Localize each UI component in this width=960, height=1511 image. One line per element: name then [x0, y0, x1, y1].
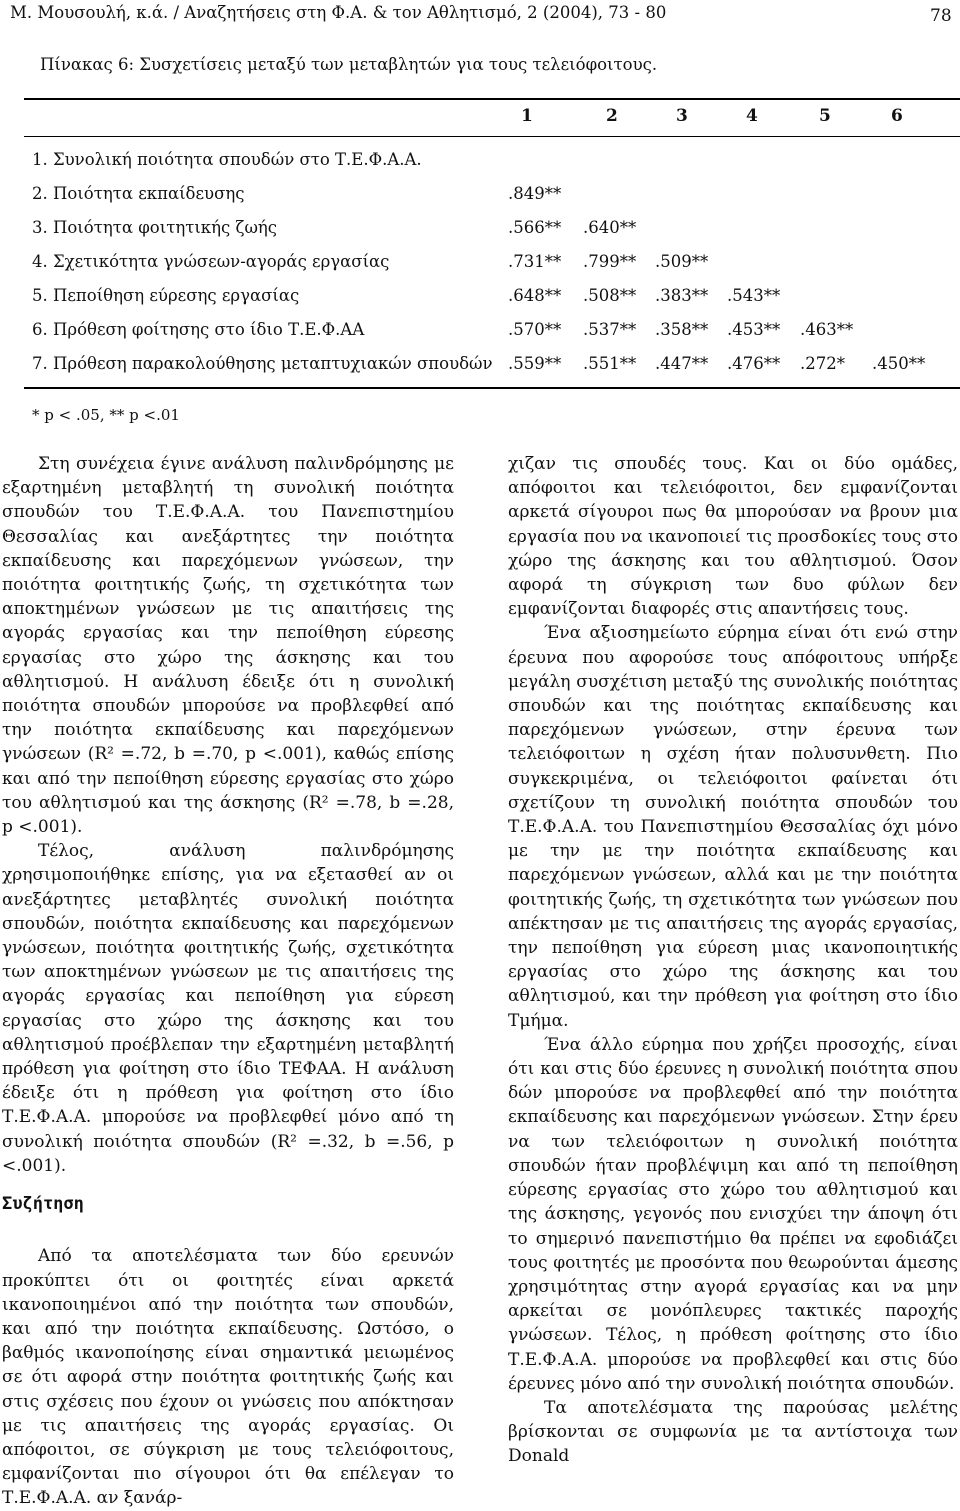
table-cell: .731** — [508, 252, 562, 271]
table-header — [24, 98, 960, 137]
paragraph: χιζαν τις σπουδές τους. Και οι δύο ομάδες, απόφοιτοι και τελειόφοιτοι, δεν εμφανίζονται αρκετά σίγουροι πως θα μπορούσαν να βρουν μια εργασία που να ικανοποιεί τις προσδοκίες τους στο χώρο της άσκησης και του αθλητισμού. Όσον αφορά τη σύγκριση των δυο φύλων δεν εμφανίζονται διαφορές στις απαντήσεις τους. — [508, 454, 958, 620]
column-header: 2 — [606, 106, 618, 126]
table-body — [24, 137, 960, 397]
correlation-table — [24, 90, 960, 397]
paragraph: Τέλος, ανάλυση παλινδρόμησης χρησιμοποιήθηκε επίσης, για να εξετασθεί αν οι ανεξάρτητες μεταβλητές συνολική ποιότητα σπουδών, ποιότητα εκπαίδευσης και παρεχόμενων γνώσεων, ποιότητα φοιτητικής ζωής, σχετικότητα των αποκτημένων γνώσεων με τις απαιτήσεις της αγοράς εργασίας και πεποίθηση για εύρεση εργασίας στο χώρο της άσκησης και του αθλητισμού προέβλεπαν την εξαρτημένη μεταβλητή πρόθεση για φοίτηση στο ίδιο ΤΕΦΑΑ. Η ανάλυση έδειξε ότι η πρόθεση για φοίτηση στο ίδιο Τ.Ε.Φ.Α.Α. μπορούσε να προβλεφθεί μόνο από τη συνολική ποιότητα σπουδών (R² =.32, b =.56, p <.001). — [2, 841, 454, 1176]
table-cell: .509** — [655, 252, 709, 271]
table-row — [24, 351, 960, 385]
table-cell: .453** — [727, 320, 781, 339]
table-cell: .640** — [583, 218, 637, 237]
paragraph: Ένα άλλο εύρημα που χρήζει προσοχής, είναι ότι και στις δύο έρευνες η συνολική ποιότητα σπου δών μπορούσε να προβλεφθεί από την ποιότητα εκπαίδευσης και παρεχόμενων γνώσεων. Στην έρευ να των τελειόφοιτων η συνολική ποιότητα σπουδών ήταν προβλέψιμη και από τη πεποίθηση εύρεσης εργασίας στο χώρο του αθλητισμού και της άσκησης, γεγονός που ενισχύει την άποψη ότι το σημερινό πανεπιστήμιο θα πρέπει να εφοδιάζει τους φοιτητές με προσόντα που θεωρούνται άμεσης χρησιμότητας στην αγορά εργασίας και να μην αρκείται σε μονόπλευρες τακτικές παροχής γνώσεων. Τέλος, η πρόθεση φοίτησης στο ίδιο Τ.Ε.Φ.Α.Α. μπορούσε να προβλεφθεί και στις δύο έρευνες μόνο από την συνολική ποιότητα σπουδών. — [508, 1034, 958, 1394]
table-cell: .383** — [655, 286, 709, 305]
row-label: 7. Πρόθεση παρακολούθησης μεταπτυχιακών σπουδών — [32, 354, 493, 373]
table-row — [24, 249, 960, 283]
table-cell: .476** — [727, 354, 781, 373]
row-label: 1. Συνολική ποιότητα σπουδών στο Τ.Ε.Φ.Α.Α. — [32, 150, 422, 169]
running-title: Μ. Μουσουλή, κ.ά. / Αναζητήσεις στη Φ.Α. & τον Αθλητισμό, 2 (2004), 73 - 80 — [10, 3, 667, 22]
page-number: 78 — [930, 6, 952, 26]
table-row — [24, 215, 960, 249]
row-label: 6. Πρόθεση φοίτησης στο ίδιο Τ.Ε.Φ.ΑΑ — [32, 320, 365, 339]
table-cell: .648** — [508, 286, 562, 305]
column-header: 6 — [891, 106, 903, 126]
row-label: 4. Σχετικότητα γνώσεων-αγοράς εργασίας — [32, 252, 390, 271]
right-column — [508, 452, 958, 1469]
row-label: 5. Πεποίθηση εύρεσης εργασίας — [32, 286, 300, 305]
left-column — [2, 452, 454, 1511]
table-cell: .559** — [508, 354, 562, 373]
table-cell: .551** — [583, 354, 637, 373]
column-header: 5 — [819, 106, 831, 126]
paragraph: Στη συνέχεια έγινε ανάλυση παλινδρόμησης με εξαρτημένη μεταβλητή τη συνολική ποιότητα σπουδών του Τ.Ε.Φ.Α.Α. του Πανεπιστημίου Θεσσαλίας και ανεξάρτητες την ποιότητα εκπαίδευσης και παρεχόμενων γνώσεων, την ποιότητα φοιτητικής ζωής, τη σχετικότητα των αποκτημένων γνώσεων με τις απαιτήσεις της αγοράς εργασίας και την πεποίθηση εύρεσης εργασίας στο χώρο της άσκησης και του αθλητισμού. Η ανάλυση έδειξε ότι η συνολική ποιότητα σπουδών μπορούσε να προβλεφθεί από την ποιότητα εκπαίδευσης και παρεχόμενων γνώσεων (R² =.72, b =.70, p <.001), καθώς επίσης και από την πεποίθηση εύρεσης εργασίας στο χώρο του αθλητισμού και της άσκησης (R² =.78, b =.28, p <.001). — [2, 454, 454, 838]
table-note: * p < .05, ** p <.01 — [32, 406, 180, 424]
row-label: 3. Ποιότητα φοιτητικής ζωής — [32, 218, 278, 237]
table-row — [24, 283, 960, 317]
column-header: 1 — [521, 106, 533, 126]
table-cell: .463** — [800, 320, 854, 339]
paragraph: Από τα αποτελέσματα των δύο ερευνών προκύπτει ότι οι φοιτητές είναι αρκετά ικανοποιημένοι από την ποιότητα των σπουδών, και από την ποιότητα εκπαίδευσης. Ωστόσο, ο βαθμός ικανοποίησης είναι σημαντικά μειωμένος σε ότι αφορά στην ποιότητα φοιτητικής ζωής και στις σχέσεις που έχουν οι γνώσεις που απόκτησαν με τις απαιτήσεις της αγοράς εργασίας. Οι απόφοιτοι, σε σύγκριση με τους τελειόφοιτους, εμφανίζονται πιο σίγουροι ότι θα επέλεγαν το Τ.Ε.Φ.Α.Α. αν ξανάρ- — [2, 1246, 454, 1509]
table-cell: .508** — [583, 286, 637, 305]
table-cell: .543** — [727, 286, 781, 305]
column-header: 3 — [676, 106, 688, 126]
table-cell: .450** — [872, 354, 926, 373]
row-label: 2. Ποιότητα εκπαίδευσης — [32, 184, 245, 203]
table-row — [24, 181, 960, 215]
section-heading: Συζήτηση — [2, 1194, 84, 1215]
paragraph: Τα αποτελέσματα της παρούσας μελέτης βρίσκονται σε συμφωνία με τα αντίστοιχα των Donald — [508, 1397, 958, 1467]
table-cell: .566** — [508, 218, 562, 237]
table-cell: .799** — [583, 252, 637, 271]
table-cell: .570** — [508, 320, 562, 339]
column-header: 4 — [746, 106, 758, 126]
table-cell: .849** — [508, 184, 562, 203]
paragraph: Ένα αξιοσημείωτο εύρημα είναι ότι ενώ στην έρευνα που αφορούσε τους απόφοιτους υπήρξε μεγάλη συσχέτιση μεταξύ της συνολικής ποιότητας σπουδών και της ποιότητας εκπαίδευσης και παρεχόμενων γνώσεων, στην έρευνα των τελειόφοιτων η σχέση ήταν πολυσυνθετη. Πιο συγκεκριμένα, οι τελειόφοιτοι φαίνεται ότι σχετίζουν τη συνολική ποιότητα σπουδών του Τ.Ε.Φ.Α.Α. του Πανεπιστημίου Θεσσαλίας όχι μόνο με την με την ποιότητα εκπαίδευσης και παρεχόμενων γνώσεων, αλλά και με την ποιότητα φοιτητικής ζωής, τη σχετικότητα των γνώσεων που απέκτησαν με τις απαιτήσεις της αγοράς εργασίας, την πεποίθηση για εύρεση μιας ικανοποιητικής εργασίας στο χώρο της άσκησης και του αθλητισμού, και την πρόθεση για φοίτηση στο ίδιο Τμήμα. — [508, 623, 958, 1031]
table-cell: .358** — [655, 320, 709, 339]
table-bottom-rule — [24, 387, 960, 389]
table-cell: .537** — [583, 320, 637, 339]
table-row — [24, 147, 960, 181]
table-caption: Πίνακας 6: Συσχετίσεις μεταξύ των μεταβλητών για τους τελειόφοιτους. — [40, 55, 658, 74]
table-cell: .272* — [800, 354, 845, 373]
table-cell: .447** — [655, 354, 709, 373]
table-row — [24, 317, 960, 351]
